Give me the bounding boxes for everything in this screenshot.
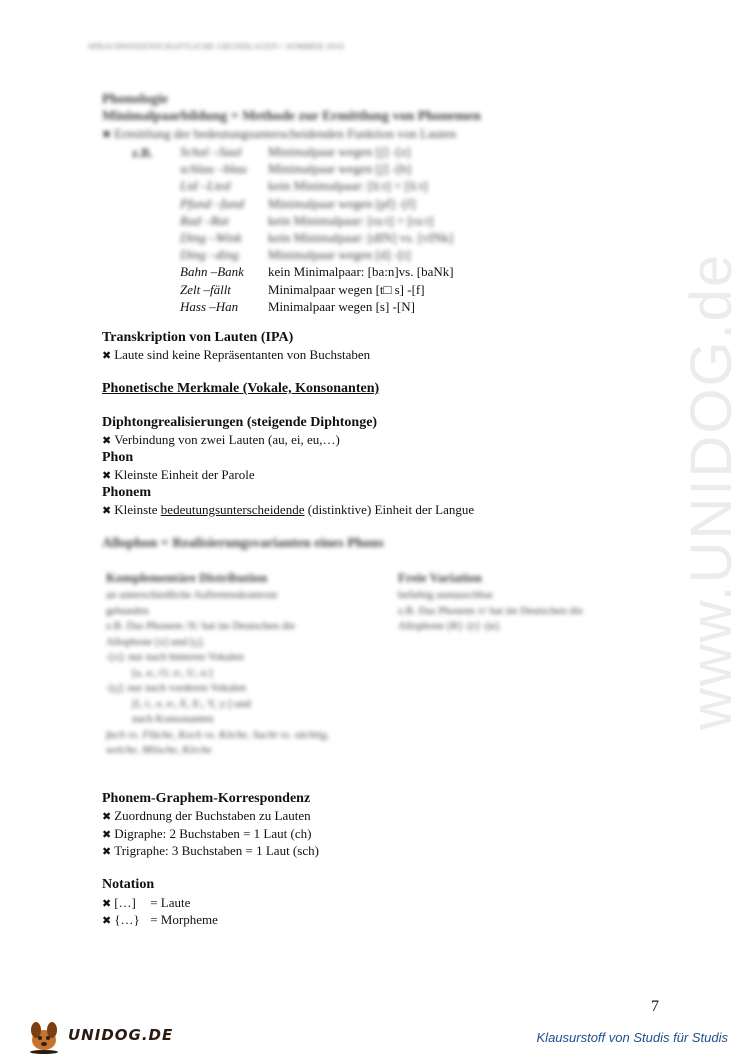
allophon-line: [I, i:, e, e:, E, E:, Y, y:] und xyxy=(132,697,251,710)
phonologie-title: Phonologie xyxy=(102,92,169,107)
allophon-line: an unterschiedliche Auftretenskontexte xyxy=(106,589,278,601)
diphtong-title: Diphtongrealisierungen (steigende Diphtonge) xyxy=(102,415,378,430)
list-item: ✖ Kleinste Einheit der Parole xyxy=(102,467,255,482)
notation-title: Notation xyxy=(102,877,155,892)
x-bullet-icon: ✖ xyxy=(102,829,112,841)
minimalpaar-word: Rad –Rat xyxy=(180,212,229,228)
komplementaer-title: Komplementäre Distribution xyxy=(106,570,268,585)
allophon-title: Allophon = Realisierungsvarianten eines Phons xyxy=(102,536,384,551)
minimalpaar-word: Hass –Han xyxy=(180,298,239,314)
allophon-line: welche, Milsche, Kirche xyxy=(106,744,212,756)
page-number: 7 xyxy=(651,998,659,1015)
allophon-line: beliebig austauschbar xyxy=(398,589,493,601)
minimalpaar-desc: Minimalpaar wegen [t□ s] -[f] xyxy=(268,281,425,297)
minimalpaar-word: Ding –ding xyxy=(180,247,239,263)
tagline: Klausurstoff von Studis für Studis xyxy=(536,1030,728,1045)
minimalpaar-desc: kein Minimalpaar: [liːt] = [liːt] xyxy=(268,178,428,194)
running-header: SPRACHWISSENSCHAFTLICHE GRUNDLAGEN • SOMMER 2010 xyxy=(88,42,345,51)
x-bullet-icon: ✖ xyxy=(102,811,112,823)
minimalpaar-word: Zelt –fällt xyxy=(180,281,231,297)
list-item: ✖ {…} = Morpheme xyxy=(102,912,218,927)
underlined-term: bedeutungsunterscheidende xyxy=(160,502,305,517)
list-item: ✖ Laute sind keine Repräsentanten von Buchstaben xyxy=(102,347,371,362)
minimalpaar-desc: kein Minimalpaar: [raːt] = [raːt] xyxy=(268,212,434,228)
komplementaer-text xyxy=(106,588,329,759)
x-bullet-icon: ✖ xyxy=(102,350,112,362)
list-item: ✖ […] = Laute xyxy=(102,895,191,910)
phon-title: Phon xyxy=(102,450,134,465)
minimalpaar-subtitle: Minimalpaarbildung = Methode zur Ermittlung von Phonemen xyxy=(102,109,481,124)
minimalpaar-desc: Minimalpaar wegen [ʃ] -[b] xyxy=(268,161,412,177)
list-item: ✖ Kleinste bedeutungsunterscheidende (distinktive) Einheit der Langue xyxy=(102,502,475,517)
phonetische-merkmale-title: Phonetische Merkmale (Vokale, Konsonanten) xyxy=(102,381,380,396)
allophon-line: nach Konsonanten xyxy=(132,713,214,725)
unidog-logo[interactable]: UNIDOG.DE xyxy=(24,1018,174,1054)
allophon-line: Allophone [x] und [ç]. xyxy=(106,635,205,648)
allophon-line: fach vs. Fläche, Koch vs. Köche, Sucht vs. süchtig, xyxy=(106,728,330,741)
minimalpaar-desc: Minimalpaar wegen [d] -[t] xyxy=(268,247,411,263)
allophon-line: -[x]: nur nach hinteren Vokalen xyxy=(106,651,244,663)
allophon-line: Allophone [R] -[r] -[ʁ]. xyxy=(398,620,502,632)
freie-variation-text xyxy=(398,588,583,635)
allophon-line: -[ç]: nur nach vorderen Vokalen xyxy=(106,682,247,694)
minimalpaar-word: Pfund –fund xyxy=(180,195,244,211)
minimalpaar-word: Ding –Wink xyxy=(180,230,242,245)
phonem-title: Phonem xyxy=(102,485,151,500)
minimalpaar-word: Schal –Saal xyxy=(180,144,242,159)
x-bullet-icon: ✖ xyxy=(102,915,112,927)
list-item: ✖ Digraphe: 2 Buchstaben = 1 Laut (ch) xyxy=(102,826,312,841)
allophon-line: z.B. Das Phonem /r/ hat im Deutschen die xyxy=(398,604,583,617)
minimalpaar-desc: Minimalpaar wegen [s] -[N] xyxy=(268,298,415,314)
x-bullet-icon: ✖ xyxy=(102,505,112,517)
x-bullet-icon: ✖ xyxy=(102,470,112,482)
pgk-title: Phonem-Graphem-Korrespondenz xyxy=(102,791,311,806)
minimalpaar-word: Bahn –Bank xyxy=(180,264,244,280)
allophon-line: z.B. Das Phonem /X/ hat im Deutschen die xyxy=(106,620,296,632)
minimalpaar-desc: kein Minimalpaar: [dIN] vs. [vINk] xyxy=(268,230,454,245)
x-bullet-icon: ✖ xyxy=(102,435,112,447)
minimalpaar-desc: kein Minimalpaar: [ba:n]vs. [baNk] xyxy=(268,264,454,280)
zb-label: z.B. xyxy=(132,145,153,160)
transkription-title: Transkription von Lauten (IPA) xyxy=(102,330,294,345)
list-item: ✖ Verbindung von zwei Lauten (au, ei, eu,…) xyxy=(102,432,340,447)
minimalpaar-desc: Minimalpaar wegen [pf] -[f] xyxy=(268,195,416,211)
x-bullet-icon: ✖ xyxy=(102,846,112,858)
freie-variation-title: Freie Variation xyxy=(398,570,482,585)
list-item: ✖ Trigraphe: 3 Buchstaben = 1 Laut (sch) xyxy=(102,843,319,858)
allophon-line: gebunden xyxy=(106,604,149,617)
phonologie-bullet: ✖ Ermittlung der bedeutungsunterscheidenden Funktion von Lauten xyxy=(102,126,457,141)
x-bullet-icon: ✖ xyxy=(102,898,112,910)
watermark: www.UNIDOG.de xyxy=(679,252,744,730)
x-bullet-icon: ✖ xyxy=(102,129,112,141)
minimalpaar-desc: Minimalpaar wegen [ʃ] -[z] xyxy=(268,144,411,159)
dog-logo-icon xyxy=(24,1018,66,1054)
minimalpaar-word: schlau –blau xyxy=(180,161,247,177)
allophon-line: [a, a:, O, o:, U, u:] xyxy=(132,666,213,679)
minimalpaar-word: Lid –Lied xyxy=(180,178,231,194)
list-item: ✖ Zuordnung der Buchstaben zu Lauten xyxy=(102,808,311,823)
